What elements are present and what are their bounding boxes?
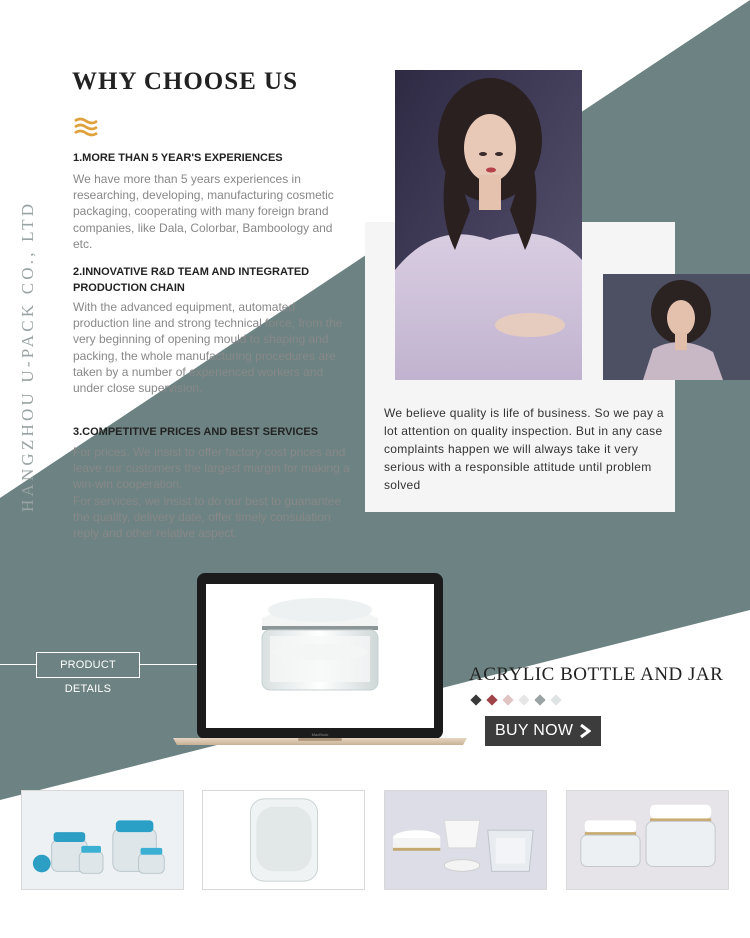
color-swatches [470, 694, 562, 706]
product-details-line-left [0, 664, 36, 665]
section-3-heading: 3.COMPETITIVE PRICES AND BEST SERVICES [73, 426, 319, 438]
model-closeup-photo [603, 274, 750, 380]
section-2-heading: 2.INNOVATIVE R&D TEAM AND INTEGRATED PRODUCTION CHAIN [73, 266, 310, 294]
product-thumbnail-square-jar[interactable] [202, 790, 365, 890]
waves-icon [74, 116, 98, 138]
section-2-body: With the advanced equipment, automated production line and strong technical force, from the very beginning of opening mould to shaping and packing, the whole manufacturing procedures are taken by a number of experienced workers and under close supervision. [73, 300, 343, 396]
product-thumbnail-jar-parts[interactable] [384, 790, 547, 890]
buy-now-label: BUY NOW [495, 722, 574, 739]
buy-now-button[interactable] [485, 716, 601, 746]
product-thumbnail-gold-rim-jars[interactable] [566, 790, 729, 890]
section-1-body: We have more than 5 years experiences in researching, developing, manufacturing cosmetic packaging, cooperating with many foreign brand companies, like Dala, Colorbar, Bamboology and etc. [73, 172, 334, 251]
color-swatch[interactable] [550, 694, 561, 705]
section-3-body-prices: For prices, We insist to offer factory cost prices and leave our customers the largest margin for making a win-win cooperation. [73, 445, 350, 492]
color-swatch[interactable] [534, 694, 545, 705]
quality-statement: We believe quality is life of business. So we pay a lot attention on quality inspection. But in any case complaints happen we will always take it very serious with a responsible attitude until problem solved [384, 406, 664, 492]
vertical-company-name: HANGZHOU U-PACK CO., LTD [18, 200, 37, 512]
color-swatch[interactable] [486, 694, 497, 705]
product-thumbnail-blue-jars[interactable] [21, 790, 184, 890]
product-details-label: PRODUCT DETAILS [36, 652, 140, 678]
laptop-product-display [170, 572, 470, 748]
color-swatch[interactable] [470, 694, 481, 705]
color-swatch[interactable] [518, 694, 529, 705]
model-portrait-photo [395, 70, 582, 380]
laptop-brand-label: MacBook [311, 732, 329, 737]
color-swatch[interactable] [502, 694, 513, 705]
chevron-right-icon [579, 724, 591, 738]
product-title: ACRYLIC BOTTLE AND JAR [469, 664, 724, 685]
page-title: WHY CHOOSE US [72, 68, 299, 95]
section-1-heading: 1.MORE THAN 5 YEAR'S EXPERIENCES [73, 152, 283, 164]
section-3-body-services: For services, we insist to do our best to guanantee the quality, delivery date, offer timely consulation reply and other relative aspect. [73, 494, 342, 541]
